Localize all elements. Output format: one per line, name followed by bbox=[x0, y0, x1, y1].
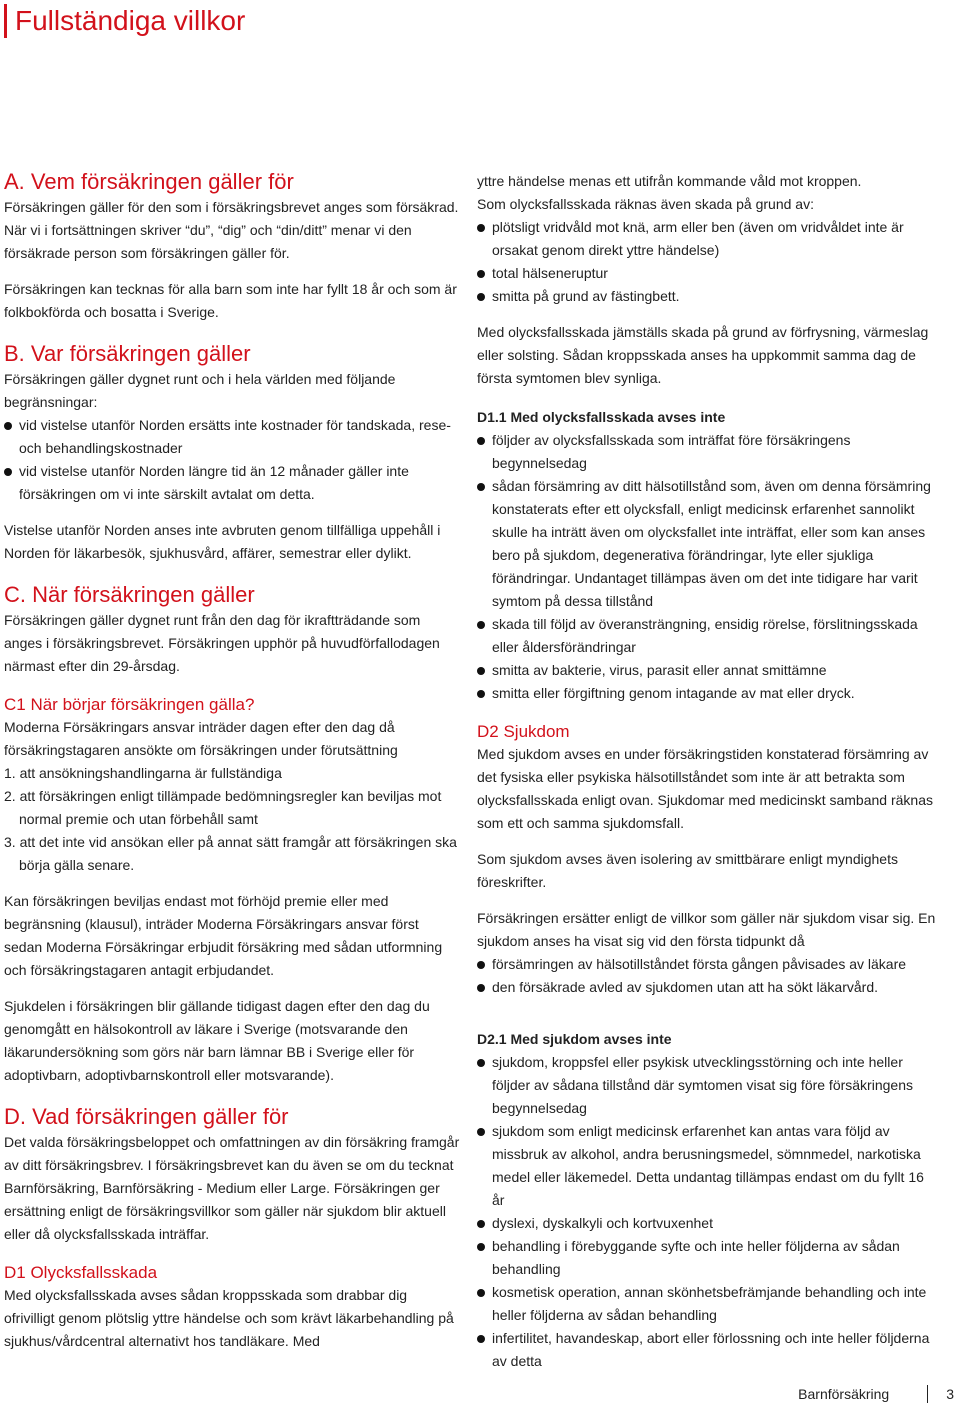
list-item: vid vistelse utanför Norden längre tid än 12 månader gäller inte försäkringen om vi inte särskilt avtalat om detta. bbox=[4, 460, 460, 506]
list-item: 2. att försäkringen enligt tillämpade bedömningsregler kan beviljas mot normal premie och utan förbehåll samt bbox=[4, 788, 442, 827]
section-b-paragraph-2: Vistelse utanför Norden anses inte avbruten genom tillfälliga uppehåll i Norden för läkarbesök, sjukhusvård, affärer, semestrar eller dylikt. bbox=[4, 522, 441, 561]
continued-paragraph-1: yttre händelse menas ett utifrån kommande våld mot kroppen. bbox=[477, 173, 862, 189]
section-c1-numbered-list bbox=[4, 762, 460, 877]
section-d2-1-bullet-list bbox=[477, 1051, 937, 1373]
footer-brand: Barnförsäkring bbox=[798, 1386, 890, 1402]
continued-bullet-list bbox=[477, 216, 937, 308]
continued-paragraph-2: Som olycksfallsskada räknas även skada på grund av: bbox=[477, 196, 814, 212]
list-item: plötsligt vridvåld mot knä, arm eller ben (även om vridvåldet inte är orsakat genom direkt yttre händelse) bbox=[477, 216, 937, 262]
list-item: sjukdom, kroppsfel eller psykisk utvecklingsstörning och inte heller följder av sådana tillstånd där symtomen visat sig före försäkringens begynnelsedag bbox=[477, 1051, 937, 1120]
list-item: följder av olycksfallsskada som inträffat före försäkringens begynnelsedag bbox=[477, 429, 937, 475]
section-c1-heading: C1 När börjar försäkringen gälla? bbox=[4, 695, 255, 714]
right-column bbox=[477, 170, 937, 1373]
section-a-heading: A. Vem försäkringen gäller för bbox=[4, 169, 294, 194]
section-d2 bbox=[477, 721, 937, 999]
list-item: 1. att ansökningshandlingarna är fullständiga bbox=[4, 765, 282, 781]
list-item: total hälseneruptur bbox=[477, 262, 937, 285]
section-b-intro: Försäkringen gäller dygnet runt och i hela världen med följande begränsningar: bbox=[4, 371, 396, 410]
section-d1-1 bbox=[477, 406, 937, 705]
section-d2-1 bbox=[477, 1028, 937, 1373]
section-c1-paragraph-3: Sjukdelen i försäkringen blir gällande tidigast dagen efter den dag du genomgått en hälsokontroll av läkare i Sverige (motsvarande den läkarundersökning som görs när barn lämnar BB i Sverige eller för adoptivbarn, adoptivbarnskontroll eller motsvarande). bbox=[4, 998, 430, 1083]
section-a-paragraph-1: Försäkringen gäller för den som i försäkringsbrevet anges som försäkrad. När vi i fortsättningen skriver “du”, “dig” och “din/ditt” menar vi den försäkrade person som försäkringen gäller för. bbox=[4, 199, 459, 261]
list-item: dyslexi, dyskalkyli och kortvuxenhet bbox=[477, 1212, 937, 1235]
footer-divider bbox=[927, 1385, 928, 1403]
list-item: smitta av bakterie, virus, parasit eller annat smittämne bbox=[477, 659, 937, 682]
page-footer bbox=[798, 1384, 954, 1404]
section-d-paragraph-1: Det valda försäkringsbeloppet och omfattningen av din försäkring framgår av ditt försäkringsbrev. I försäkringsbrevet kan du även se om du tecknat Barnförsäkring, Barnförsäkring - Medium eller Large. Försäkringen ger ersättning enligt de försäkringsvillkor som gäller när sjukdom blir aktuell eller då olycksfallsskada inträffar. bbox=[4, 1134, 460, 1242]
list-item: smitta på grund av fästingbett. bbox=[477, 285, 937, 308]
section-c1 bbox=[4, 694, 460, 1087]
section-b-heading: B. Var försäkringen gäller bbox=[4, 341, 251, 366]
list-item: sjukdom som enligt medicinsk erfarenhet kan antas vara följd av missbruk av alkohol, andra berusningsmedel, sömnmedel, narkotiska medel eller läkemedel. Detta undantag tillämpas endast om du fyllt 16 år bbox=[477, 1120, 937, 1212]
section-d2-bullet-list bbox=[477, 953, 937, 999]
section-d1-continued bbox=[477, 170, 937, 390]
section-a-paragraph-2: Försäkringen kan tecknas för alla barn som inte har fyllt 18 år och som är folkbokförda och bosatta i Sverige. bbox=[4, 281, 457, 320]
list-item: försämringen av hälsotillståndet första gången påvisades av läkare bbox=[477, 953, 937, 976]
page-number: 3 bbox=[946, 1386, 954, 1402]
list-item: smitta eller förgiftning genom intagande av mat eller dryck. bbox=[477, 682, 937, 705]
section-c-heading: C. När försäkringen gäller bbox=[4, 582, 255, 607]
section-d1-heading: D1 Olycksfallsskada bbox=[4, 1263, 158, 1282]
section-d1-1-bullet-list bbox=[477, 429, 937, 705]
page-title: Fullständiga villkor bbox=[15, 5, 246, 36]
list-item: kosmetisk operation, annan skönhetsbefrämjande behandling och inte heller följderna av sådan behandling bbox=[477, 1281, 937, 1327]
section-d2-1-heading: D2.1 Med sjukdom avses inte bbox=[477, 1031, 672, 1047]
left-column bbox=[4, 168, 460, 1353]
list-item: 3. att det inte vid ansökan eller på annat sätt framgår att försäkringen ska börja gälla senare. bbox=[4, 834, 457, 873]
section-c1-paragraph-2: Kan försäkringen beviljas endast mot förhöjd premie eller med begränsning (klausul), inträder Moderna Försäkringars ansvar först sedan Moderna Försäkringar erbjudit försäkring med sådan utformning och försäkringstagaren antagit erbjudandet. bbox=[4, 893, 443, 978]
section-b bbox=[4, 340, 460, 565]
section-d-heading: D. Vad försäkringen gäller för bbox=[4, 1104, 289, 1129]
section-d1-1-heading: D1.1 Med olycksfallsskada avses inte bbox=[477, 409, 726, 425]
list-item: behandling i förebyggande syfte och inte heller följderna av sådan behandling bbox=[477, 1235, 937, 1281]
section-d1-paragraph-1: Med olycksfallsskada avses sådan kroppsskada som drabbar dig ofrivilligt genom plötslig yttre händelse och som krävt läkarbehandling på sjukhus/vårdcentral alternativt hos tandläkare. Med bbox=[4, 1287, 454, 1349]
section-c bbox=[4, 581, 460, 678]
section-a bbox=[4, 168, 460, 324]
list-item: skada till följd av överansträngning, ensidig rörelse, förslitningsskada eller åldersförändringar bbox=[477, 613, 937, 659]
section-d2-paragraph-2: Som sjukdom avses även isolering av smittbärare enligt myndighets föreskrifter. bbox=[477, 851, 898, 890]
list-item: infertilitet, havandeskap, abort eller förlossning och inte heller följderna av detta bbox=[477, 1327, 937, 1373]
section-d2-paragraph-1: Med sjukdom avses en under försäkringstiden konstaterad försämring av det fysiska eller psykiska hälsotillståndet som inte är att betrakta som olycksfallsskada enligt ovan. Sjukdomar med medicinskt samband räknas som ett och samma sjukdomsfall. bbox=[477, 746, 933, 831]
section-d1 bbox=[4, 1262, 460, 1353]
section-d2-paragraph-3: Försäkringen ersätter enligt de villkor som gäller när sjukdom visar sig. En sjukdom anses ha visat sig vid den första tidpunkt då bbox=[477, 910, 936, 949]
section-c-paragraph-1: Försäkringen gäller dygnet runt från den dag för ikraftträdande som anges i försäkringsbrevet. Försäkringen upphör på huvudförfallodagen närmast efter din 29-årsdag. bbox=[4, 612, 440, 674]
continued-paragraph-3: Med olycksfallsskada jämställs skada på grund av förfrysning, värmeslag eller solsting. Sådan kroppsskada anses ha uppkommit samma dag de första symtomen blev synliga. bbox=[477, 324, 929, 386]
section-c1-intro: Moderna Försäkringars ansvar inträder dagen efter den dag då försäkringstagaren ansökte om försäkringen under förutsättning bbox=[4, 719, 398, 758]
list-item: sådan försämring av ditt hälsotillstånd som, även om denna försämring konstaterats efter ett olycksfall, enligt medicinsk erfarenhet sannolikt skulle ha inträtt även om olycksfallet inte inträffat, eller som kan anses bero på sjukdom, degenerativa förändringar, lyte eller sjukliga förändringar. Undantaget tillämpas även om det inte tidigare har varit symtom på dessa tillstånd bbox=[477, 475, 937, 613]
section-d2-heading: D2 Sjukdom bbox=[477, 722, 570, 741]
list-item: den försäkrade avled av sjukdomen utan att ha sökt läkarvård. bbox=[477, 976, 937, 999]
section-b-bullet-list bbox=[4, 414, 460, 506]
list-item: vid vistelse utanför Norden ersätts inte kostnader för tandskada, rese- och behandlingskostnader bbox=[4, 414, 460, 460]
page-header bbox=[4, 4, 245, 38]
section-d bbox=[4, 1103, 460, 1246]
